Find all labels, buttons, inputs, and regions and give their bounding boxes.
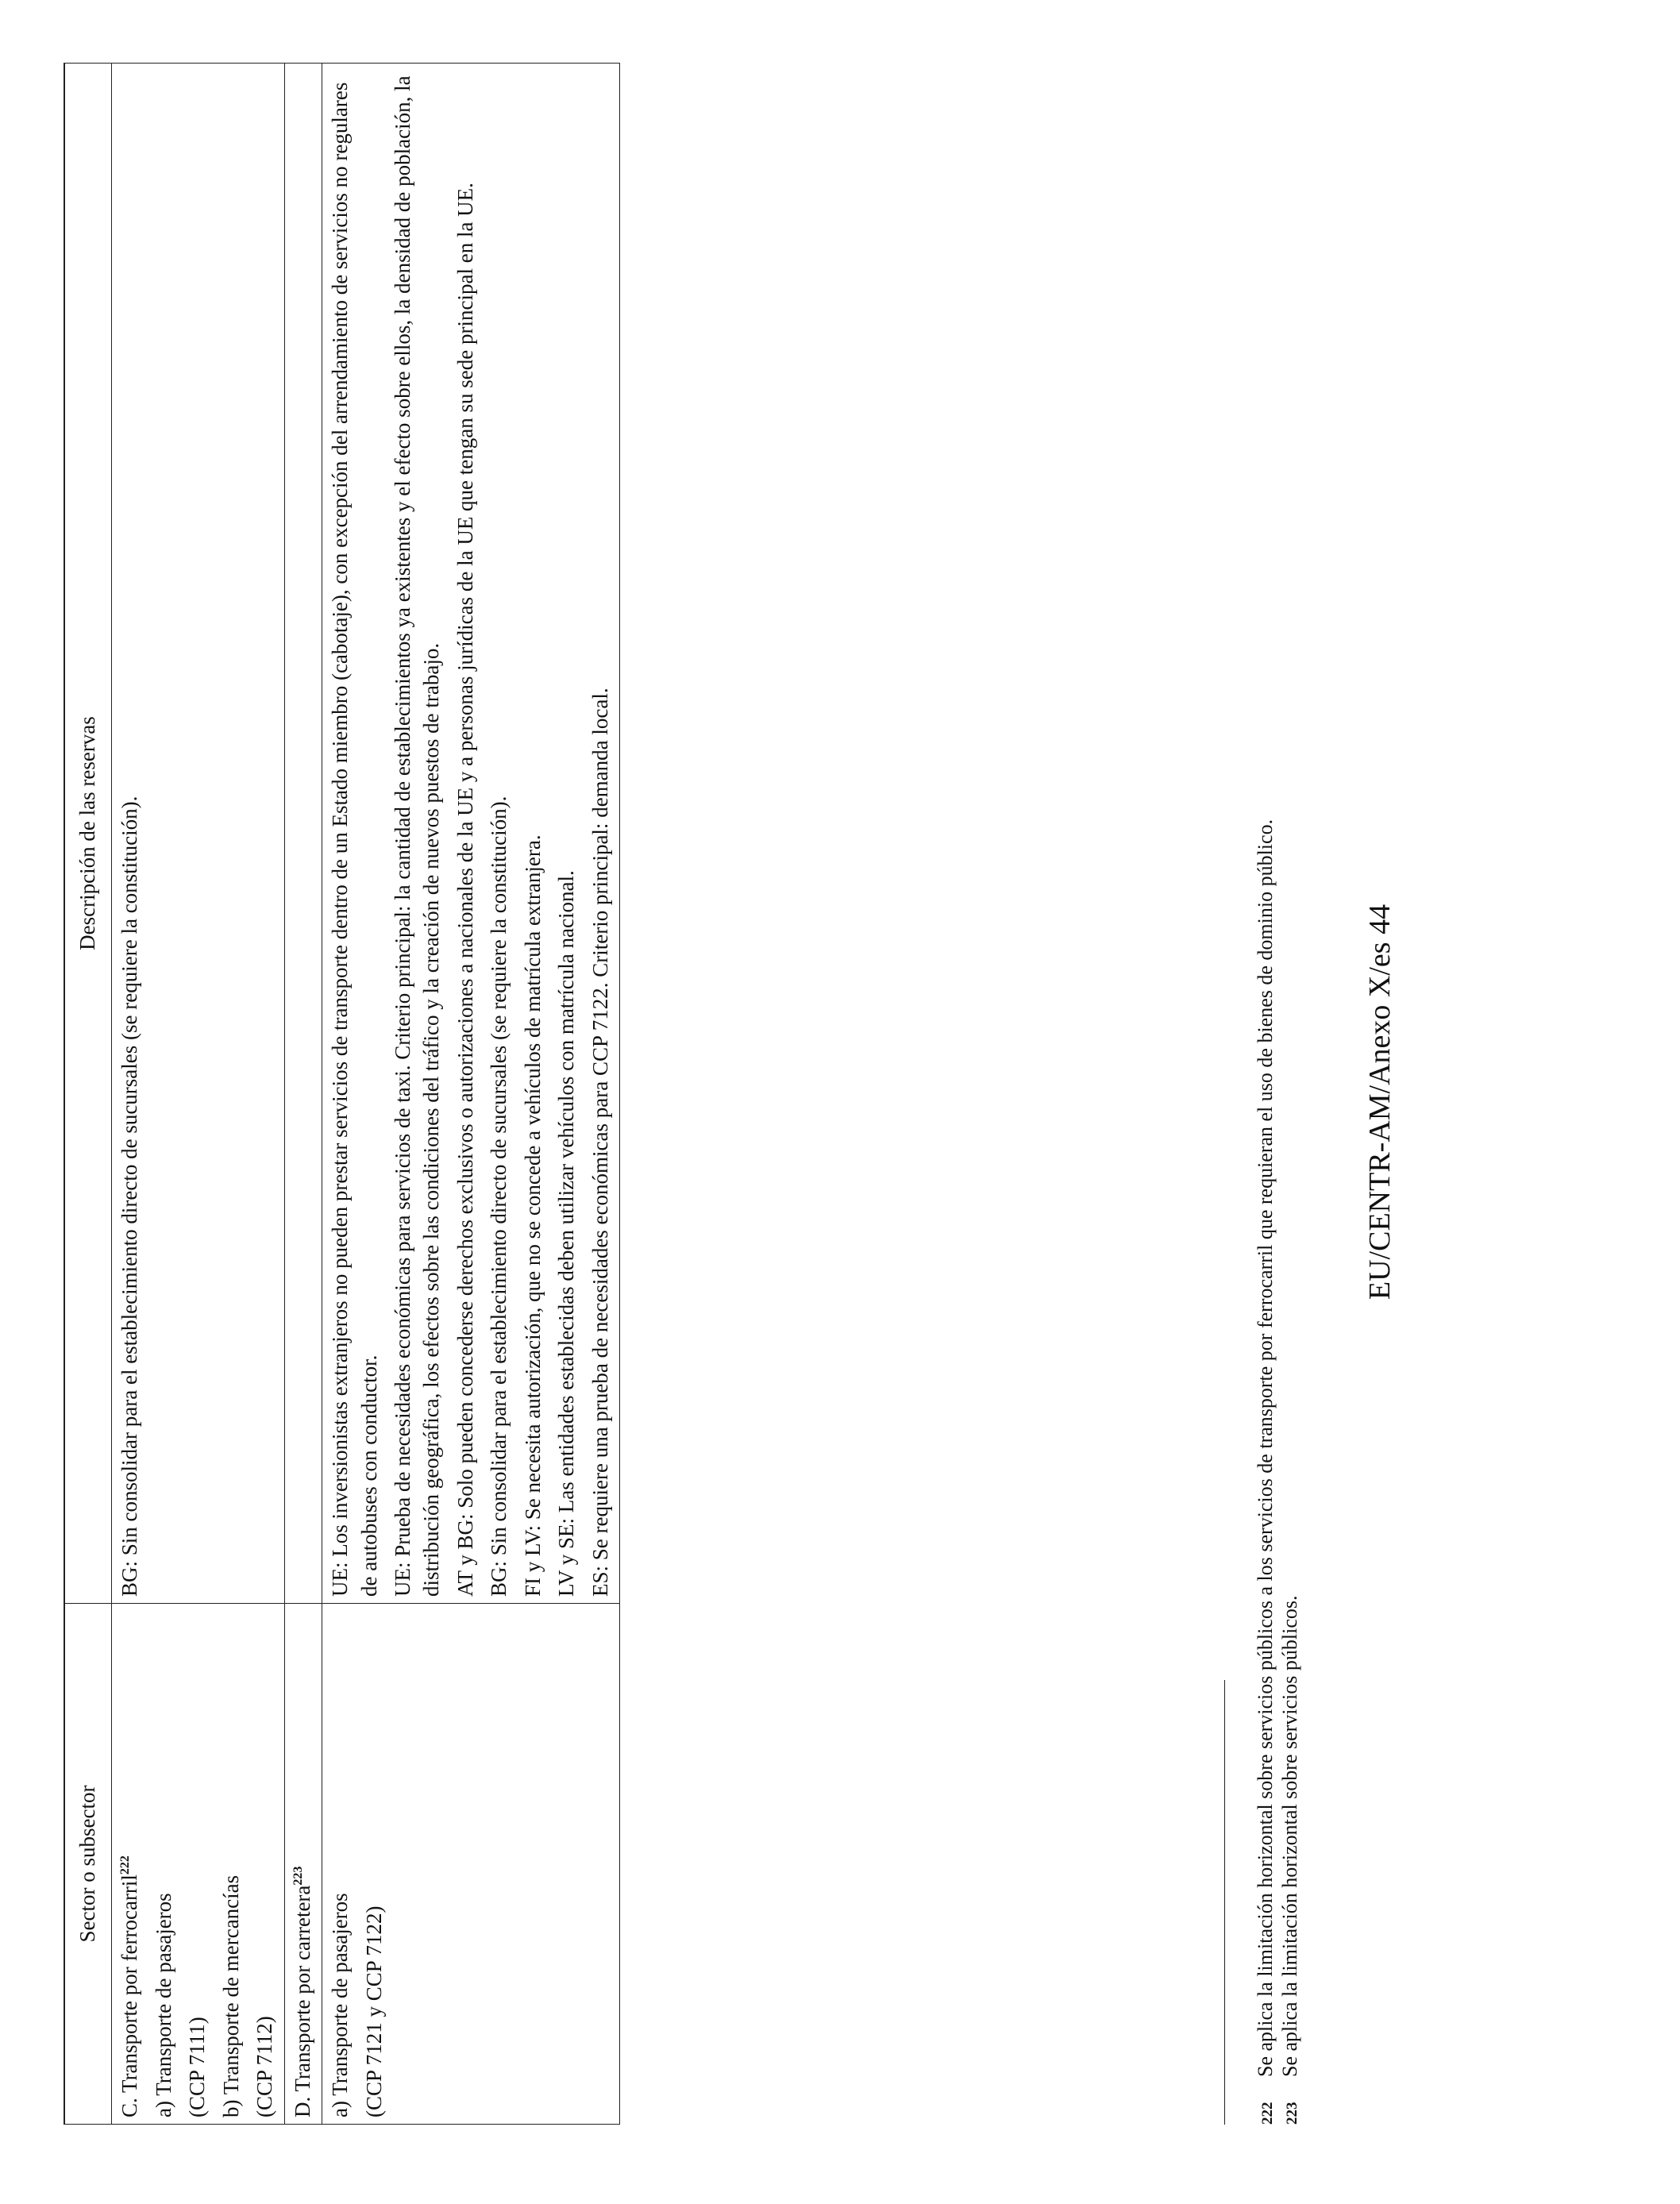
sector-title-rail: C. Transporte por ferrocarril bbox=[118, 1875, 142, 2117]
footnote-223 bbox=[1277, 140, 1302, 2125]
reservation-text: FI y LV: Se necesita autorización, que no se concede a vehículos de matrícula extranjera. bbox=[520, 834, 545, 1597]
reservation-text: BG: Sin consolidar para el establecimiento directo de sucursales (se requiere la constitución). bbox=[487, 796, 511, 1597]
sector-line bbox=[288, 1610, 317, 2117]
sector-line: a) Transporte de pasajeros bbox=[328, 1893, 353, 2117]
table-header-row bbox=[64, 64, 112, 2125]
sector-line bbox=[115, 1610, 144, 2117]
sector-cell bbox=[112, 1604, 284, 2125]
footnote-ref: 223 bbox=[291, 1866, 305, 1886]
sector-line: b) Transporte de mercancías bbox=[218, 1875, 243, 2117]
page-label: EU/CENTR-AM/Anexo X/es 44 bbox=[1363, 904, 1397, 1300]
reservation-text: LV y SE: Las entidades establecidas deben utilizar vehículos con matrícula nacional. bbox=[554, 870, 579, 1597]
footnote-number: 223 bbox=[1284, 2102, 1301, 2125]
description-cell bbox=[322, 64, 620, 1604]
footnote-number: 222 bbox=[1259, 2102, 1276, 2125]
header-description: Descripción de las reservas bbox=[64, 64, 112, 1604]
reservation-text: UE: Los inversionistas extranjeros no pueden prestar servicios de transporte dentro de un Estado miembro (cabotaje), con excepción del arrendamiento de servicios no regulares de autobuses con conductor. bbox=[328, 82, 381, 1597]
reservation-text: AT y BG: Solo pueden concederse derechos exclusivos o autorizaciones a nacionales de la UE y a personas jurídicas de la UE que tengan su sede principal en la UE. bbox=[453, 183, 477, 1597]
footnote-ref: 222 bbox=[118, 1855, 133, 1875]
footnote-222 bbox=[1253, 140, 1277, 2125]
footnote-text: Se aplica la limitación horizontal sobre servicios públicos. bbox=[1278, 1595, 1302, 2077]
sector-line: a) Transporte de pasajeros bbox=[151, 1893, 175, 2117]
footnote-separator bbox=[1224, 1680, 1225, 2125]
table-row bbox=[112, 64, 284, 2125]
sector-line: (CCP 7111) bbox=[185, 2017, 210, 2117]
sector-line: (CCP 7112) bbox=[252, 2016, 277, 2117]
sector-cell bbox=[284, 1604, 322, 2125]
sector-cell bbox=[322, 1604, 620, 2125]
footnote-text: Se aplica la limitación horizontal sobre servicios públicos a los servicios de transporte por ferrocarril que requieran el uso de bienes de dominio público. bbox=[1254, 819, 1277, 2077]
reservation-text: UE: Prueba de necesidades económicas para servicios de taxi. Criterio principal: la cantidad de establecimientos ya existentes y el efecto sobre ellos, la densidad de población, la distribución geográfica, los efectos sobre las condiciones del tráfico y la creación de nuevos puestos de trabajo. bbox=[390, 75, 444, 1597]
reservations-table bbox=[64, 63, 620, 2125]
sector-title-road: D. Transporte por carretera bbox=[290, 1885, 314, 2117]
reservation-text: ES: Se requiere una prueba de necesidades económicas para CCP 7122. Criterio principal: demanda local. bbox=[588, 688, 612, 1597]
table-row bbox=[322, 64, 620, 2125]
table-row bbox=[284, 64, 322, 2125]
reservation-text: BG: Sin consolidar para el establecimiento directo de sucursales (se requiere la constitución). bbox=[118, 796, 142, 1597]
description-cell bbox=[284, 64, 322, 1604]
description-cell bbox=[112, 64, 284, 1604]
footnotes bbox=[1253, 140, 1302, 2125]
sector-line: (CCP 7121 y CCP 7122) bbox=[361, 1905, 386, 2117]
header-sector: Sector o subsector bbox=[64, 1604, 112, 2125]
